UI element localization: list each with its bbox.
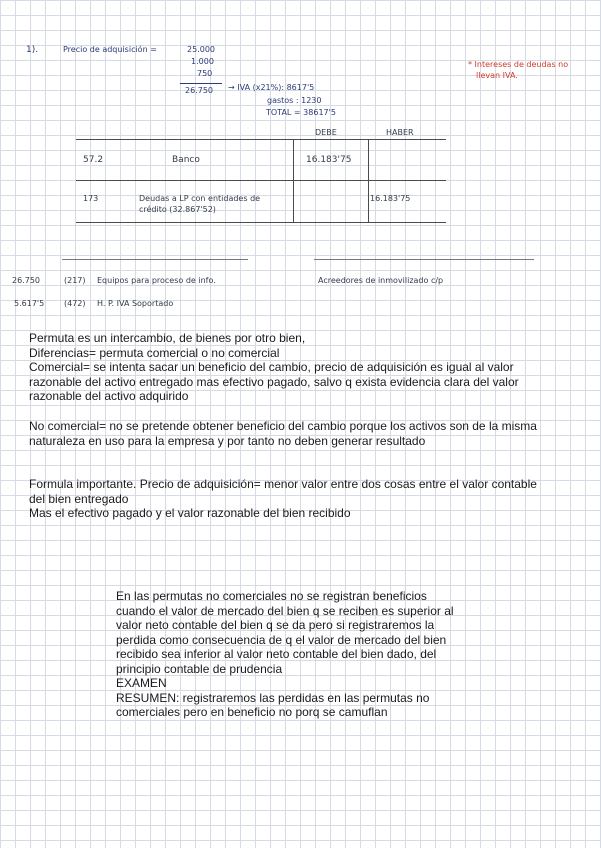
text-line: recibido sea inferior al valor neto contable del bien dado, del [116,647,437,661]
entry-1-concept: Equipos para proceso de info. [97,276,216,285]
text-line: EXAMEN [116,676,167,690]
table-col-line-1 [293,139,294,222]
table-row-2-concept-detail: crédito (32.867'52) [139,205,216,214]
text-line: Formula importante. Precio de adquisición= menor valor entre dos cosas entre el valor contable [29,477,537,491]
text-line: Diferencias= permuta comercial o no comercial [29,345,280,360]
sum-value-2: 1.000 [191,57,214,66]
text-line: No comercial= no se pretende obtener beneficio del cambio porque los activos son de la misma [29,419,537,433]
text-line: RESUMEN: registraremos las perdidas en las permutas no [116,690,430,705]
paragraph-permuta [29,331,519,404]
text-line: valor neto contable del bien q se da pero si registraremos la [116,618,435,632]
sum-total: 26.750 [185,86,213,95]
text-line: cuando el valor de mercado del bien q se reciben es superior al [116,603,454,618]
text-line: razonable del activo adquirido [29,389,189,403]
entry-2-code: (472) [64,299,86,308]
exercise-number: 1). [26,45,39,55]
total-line: TOTAL = 38617'5 [266,108,336,117]
exercise-label: Precio de adquisición = [63,45,157,54]
entry-2-concept: H. P. IVA Soportado [97,299,174,308]
iva-line: → IVA (x21%): 8617'5 [228,83,315,92]
gastos-line: gastos : 1230 [267,96,322,105]
sum-underline [180,83,222,84]
table-row-2-concept: Deudas a LP con entidades de [139,194,261,203]
text-line: Permuta es un intercambio, de bienes por otro bien, [29,331,306,345]
sum-value-1: 25.000 [187,45,215,54]
text-line: comerciales pero en beneficio no porq se camuflan [116,705,388,719]
table-row-2-code: 173 [83,194,99,203]
text-line: del bien entregado [29,491,129,506]
table-row-1-debe: 16.183'75 [306,155,352,165]
table-col-line-2 [368,139,369,222]
red-note-line-1: * Intereses de deudas no [468,60,569,69]
entry-right-account: Acreedores de inmovilizado c/p [318,276,444,285]
text-line: En las permutas no comerciales no se registran beneficios [116,589,427,603]
header-haber: HABER [386,128,414,137]
table-top-line [76,139,446,140]
text-line: Mas el efectivo pagado y el valor razonable del bien recibido [29,506,351,520]
table-bottom-line [76,222,446,223]
text-line: Comercial= se intenta sacar un beneficio del cambio, precio de adquisición es igual al valor [29,360,514,374]
text-line: perdida como consecuencia de q el valor de mercado del bien [116,632,447,647]
sum-value-3: 750 [197,69,213,78]
table-row-1-code: 57.2 [83,155,104,165]
entry-1-code: (217) [64,276,86,285]
paragraph-formula [29,477,537,521]
text-line: naturaleza en uso para la empresa y por tanto no deben generar resultado [29,433,426,448]
table-mid-line [76,180,446,181]
header-debe: DEBE [315,128,337,137]
entry-2-amount: 5.617'5 [14,299,45,308]
entry-1-amount: 26.750 [12,276,40,285]
table-row-1-concept: Banco [172,155,200,165]
text-line: razonable del activo entregado mas efectivo pagado, salvo q exista evidencia clara del valor [29,374,519,389]
table-row-2-haber: 16.183'75 [370,194,411,203]
text-line: principio contable de prudencia [116,661,283,676]
red-note-line-2: llevan IVA. [476,71,518,80]
separator-right [314,259,534,260]
separator-left [62,259,248,260]
paragraph-no-comercial [29,419,537,448]
paragraph-resumen [116,589,454,720]
